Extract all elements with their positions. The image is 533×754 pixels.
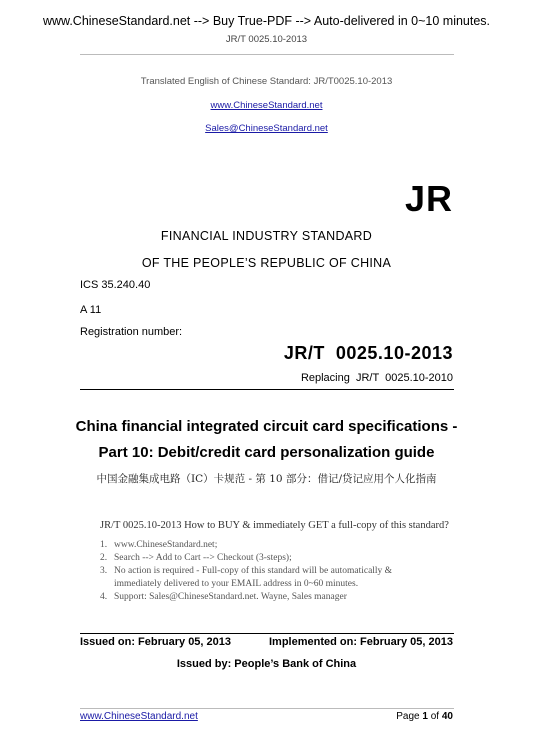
purchase-step-text: Search --> Add to Cart --> Checkout (3-steps); — [114, 553, 292, 563]
purchase-step-number — [100, 578, 114, 591]
footer-website-link[interactable]: www.ChineseStandard.net — [80, 711, 198, 722]
header-doc-number: JR/T 0025.10-2013 — [225, 34, 308, 45]
purchase-step-number: 4. — [100, 592, 108, 602]
purchase-step — [100, 591, 460, 604]
purchase-info-box — [100, 520, 460, 604]
purchase-step-number: 3. — [100, 566, 108, 576]
purchase-step-number: 1. — [100, 540, 108, 550]
purchase-step-text: No action is required - Full-copy of this standard will be automatically & — [114, 566, 393, 576]
header-divider — [80, 54, 454, 55]
replacing-standard: Replacing JR/T 0025.10-2010 — [300, 372, 453, 384]
issued-on-date: Issued on: February 05, 2013 — [80, 636, 232, 648]
purchase-heading: JR/T 0025.10-2013 How to BUY & immediately GET a full-copy of this standard? — [100, 520, 449, 531]
email-link[interactable]: Sales@ChineseStandard.net — [205, 123, 328, 134]
title-divider — [80, 389, 454, 390]
purchase-step — [100, 552, 460, 565]
purchase-step-number: 2. — [100, 553, 108, 563]
website-link-row — [0, 100, 533, 111]
purchase-step-text: www.ChineseStandard.net; — [114, 540, 218, 550]
purchase-step-text: Support: Sales@ChineseStandard.net. Wayne, Sales manager — [114, 592, 347, 602]
standard-code: JR — [404, 178, 453, 219]
footer-divider — [80, 708, 454, 709]
purchase-step — [100, 565, 460, 578]
email-link-row — [0, 123, 533, 134]
ccs-code: A 11 — [80, 304, 102, 316]
purchase-step-text: immediately delivered to your EMAIL address in 0~60 minutes. — [114, 579, 359, 589]
standard-type-line1: FINANCIAL INDUSTRY STANDARD — [160, 229, 373, 243]
purchase-steps — [100, 539, 460, 604]
document-title-line1: China financial integrated circuit card specifications - — [75, 418, 458, 435]
page-current: 1 — [422, 711, 428, 722]
implemented-on-date: Implemented on: February 05, 2013 — [268, 636, 453, 648]
page-label: Page — [396, 711, 420, 722]
page-total: 40 — [441, 711, 453, 722]
issuing-authority: Issued by: People’s Bank of China — [176, 658, 357, 670]
standard-number: JR/T 0025.10-2013 — [283, 343, 453, 363]
document-title-chinese: 中国金融集成电路（IC）卡规范 - 第 10 部分：借记/贷记应用个人化指南 — [96, 473, 437, 485]
ics-code: ICS 35.240.40 — [80, 279, 151, 291]
page-of: of — [430, 711, 440, 722]
document-title-line2: Part 10: Debit/credit card personalization guide — [98, 444, 435, 461]
standard-type-line2: OF THE PEOPLE’S REPUBLIC OF CHINA — [141, 256, 392, 270]
translated-note: Translated English of Chinese Standard: JR/T0025.10-2013 — [140, 76, 393, 87]
issue-divider — [80, 633, 454, 634]
website-link[interactable]: www.ChineseStandard.net — [210, 100, 323, 111]
purchase-step — [100, 578, 460, 591]
purchase-step — [100, 539, 460, 552]
top-banner: www.ChineseStandard.net --> Buy True-PDF --> Auto-delivered in 0~10 minutes. — [42, 14, 491, 28]
registration-number: Registration number: — [80, 326, 183, 338]
page-indicator — [396, 711, 453, 722]
